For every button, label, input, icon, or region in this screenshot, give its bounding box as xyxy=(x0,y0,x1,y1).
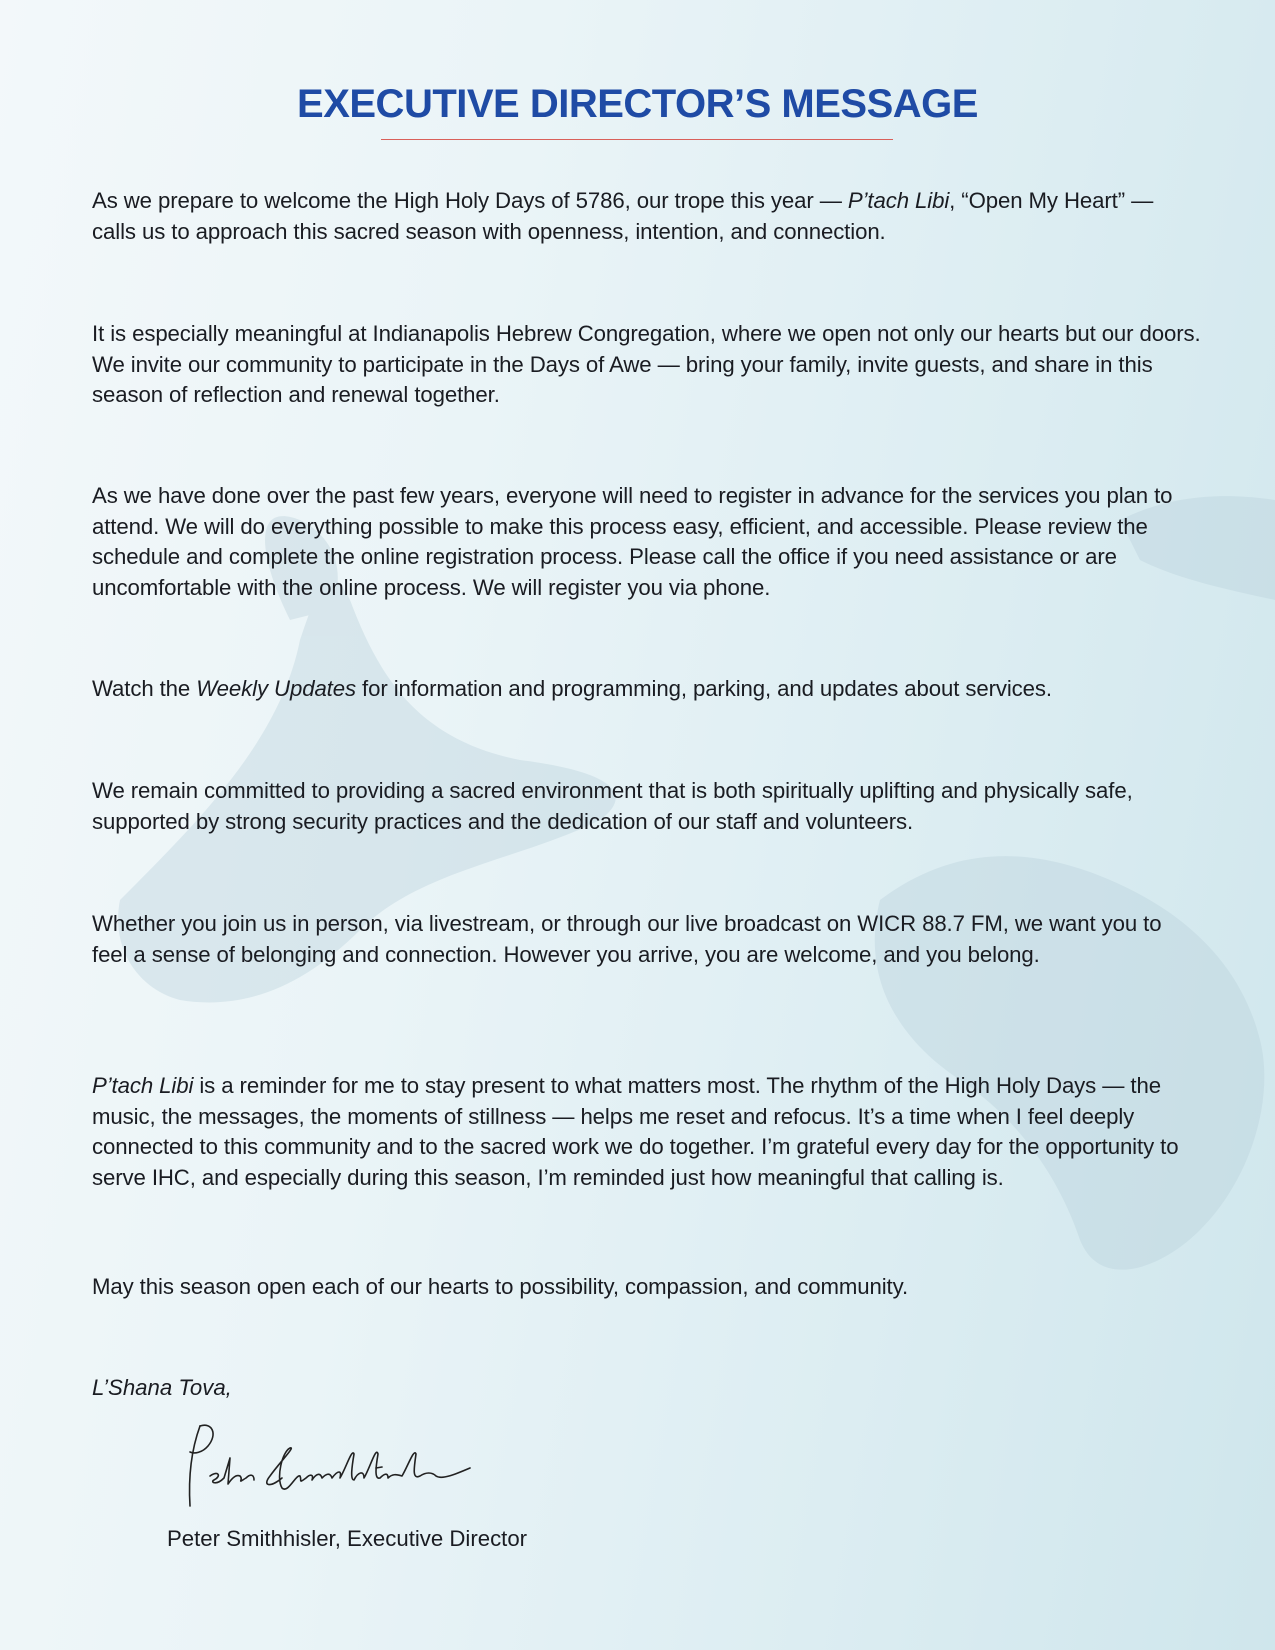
paragraph-intro-emphasis: P’tach Libi xyxy=(847,188,950,213)
ptach-libi-emphasis: P’tach Libi xyxy=(92,1073,194,1098)
title-underline xyxy=(381,139,893,140)
paragraph-weekly-updates xyxy=(92,674,1202,705)
paragraph-reflection xyxy=(92,1071,1202,1193)
paragraph-community: It is especially meaningful at Indianapolis Hebrew Congregation, where we open not only our hearts but our doors. We invite our community to participate in the Days of Awe — bring your family, invite guests, and share in this season of reflection and renewal together. xyxy=(92,321,1201,407)
paragraph-intro xyxy=(92,186,1202,247)
paragraph-weekly-updates-text-end: for information and programming, parking, and updates about services. xyxy=(355,676,1052,701)
paragraph-registration: As we have done over the past few years, everyone will need to register in advance for the services you plan to attend. We will do everything possible to make this process easy, efficient, and accessible. Please review the schedule and complete the online registration process. Please call the office if you need assistance or are uncomfortable with the online process. We will register you via phone. xyxy=(92,483,1173,600)
weekly-updates-emphasis: Weekly Updates xyxy=(196,676,356,701)
closing-salutation: L’Shana Tova, xyxy=(92,1375,232,1400)
page-title: EXECUTIVE DIRECTOR’S MESSAGE xyxy=(297,82,978,126)
signer-name-title: Peter Smithhisler, Executive Director xyxy=(167,1526,528,1551)
paragraph-intro-text: As we prepare to welcome the High Holy Days of 5786, our trope this year — xyxy=(92,188,848,213)
paragraph-intro-text-end: , “Open My Heart” — calls us to approach this sacred season with openness, intention, and connection. xyxy=(92,188,1154,244)
paragraph-reflection-text: is a reminder for me to stay present to what matters most. The rhythm of the High Holy Days — the music, the messages, the moments of stillness — helps me reset and refocus. It’s a time when I feel deeply connected to this community and to the sacred work we do together. I’m grateful every day for the opportunity to serve IHC, and especially during this season, I’m reminded just how meaningful that calling is. xyxy=(92,1073,1179,1190)
paragraph-weekly-updates-text: Watch the xyxy=(92,676,197,701)
signature-image xyxy=(170,1418,490,1513)
paragraph-security: We remain committed to providing a sacred environment that is both spiritually uplifting and physically safe, supported by strong security practices and the dedication of our staff and volunteers. xyxy=(92,778,1133,834)
paragraph-belonging: Whether you join us in person, via livestream, or through our live broadcast on WICR 88.7 FM, we want you to feel a sense of belonging and connection. However you arrive, you are welcome, and you belong. xyxy=(92,911,1162,967)
paragraph-blessing: May this season open each of our hearts to possibility, compassion, and community. xyxy=(92,1274,909,1299)
